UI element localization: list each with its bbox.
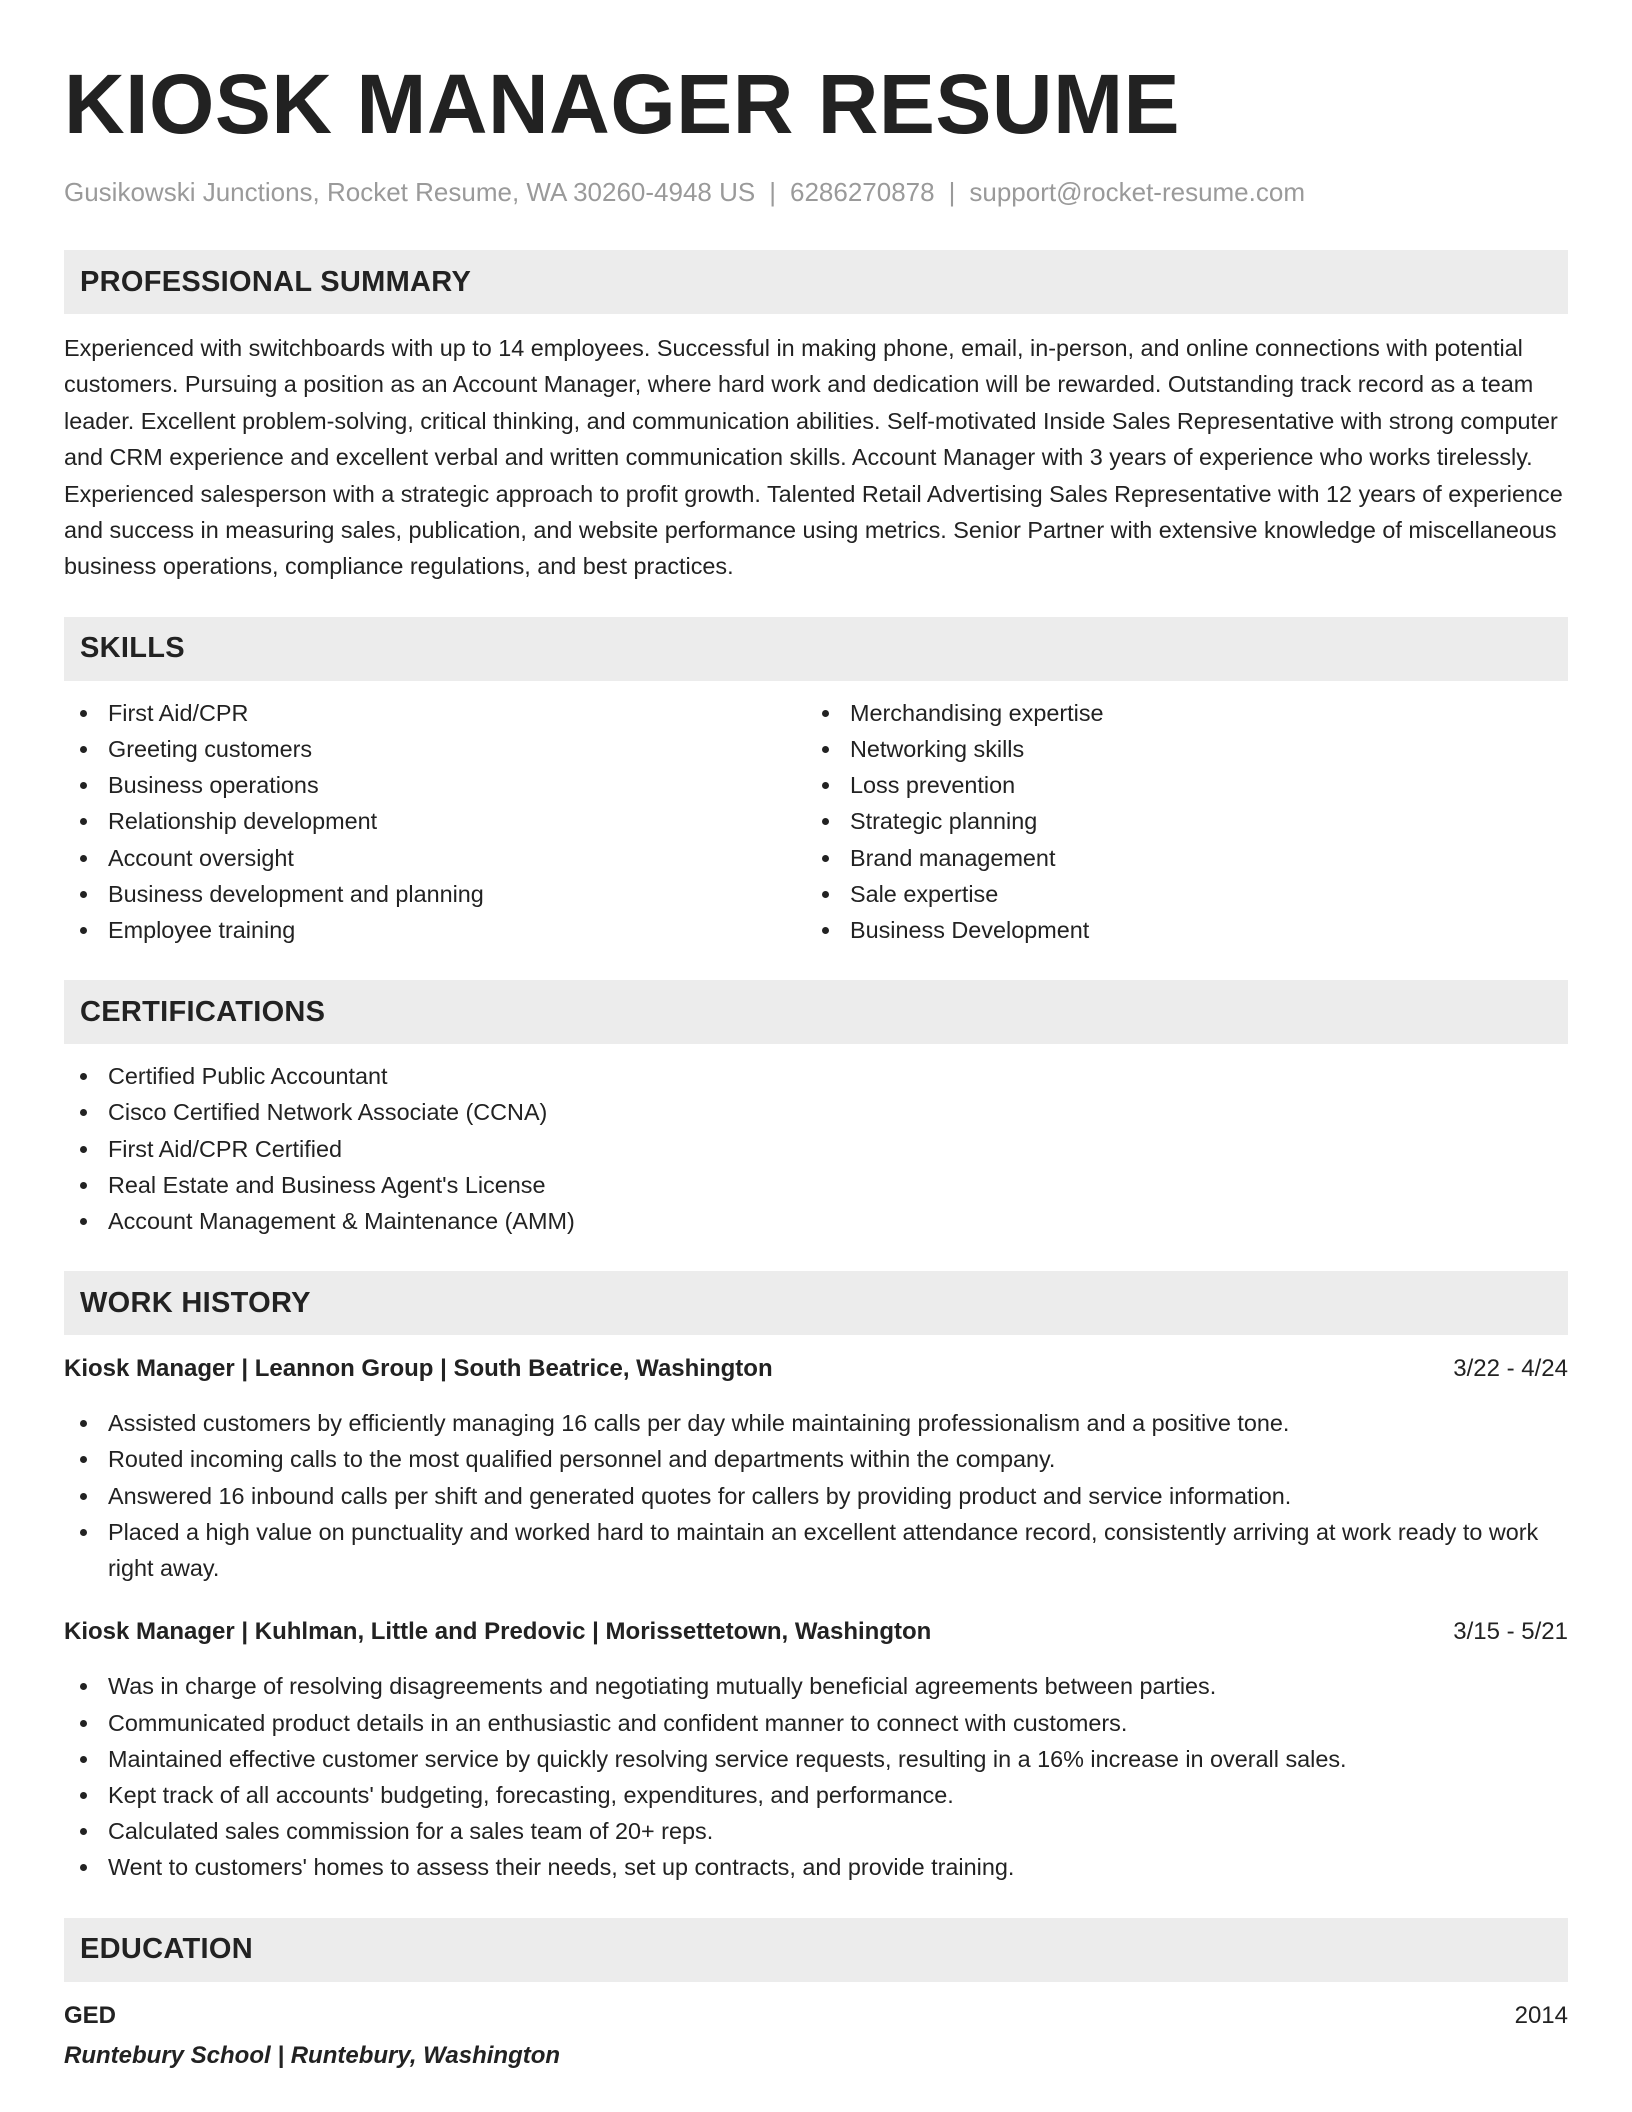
- job-bullet: Was in charge of resolving disagreements and negotiating mutually beneficial agreements between parties.: [64, 1668, 1568, 1704]
- certification-item: Real Estate and Business Agent's License: [64, 1167, 1568, 1203]
- contact-email: support@rocket-resume.com: [969, 177, 1305, 207]
- certifications-section-title: CERTIFICATIONS: [80, 995, 326, 1028]
- job-bullet: Assisted customers by efficiently managing 16 calls per day while maintaining professionalism and a positive tone.: [64, 1405, 1568, 1441]
- skill-item: Business operations: [64, 767, 806, 803]
- job-bullets: [64, 1668, 1568, 1885]
- skill-item: Merchandising expertise: [806, 695, 1548, 731]
- certification-item: Certified Public Accountant: [64, 1058, 1568, 1094]
- education-section-title: EDUCATION: [80, 1933, 253, 1966]
- certification-item: Cisco Certified Network Associate (CCNA): [64, 1094, 1568, 1130]
- contact-address: Gusikowski Junctions, Rocket Resume, WA 30260-4948 US: [64, 177, 756, 207]
- skill-item: Brand management: [806, 840, 1548, 876]
- skill-item: Relationship development: [64, 803, 806, 839]
- certifications-list: [64, 1058, 1568, 1239]
- job-bullet: Maintained effective customer service by quickly resolving service requests, resulting in a 16% increase in overall sales.: [64, 1741, 1568, 1777]
- skill-item: Loss prevention: [806, 767, 1548, 803]
- job-entry: [64, 1351, 1568, 1586]
- skill-item: Strategic planning: [806, 803, 1548, 839]
- education-year: 2014: [1514, 2001, 1568, 2029]
- summary-section-title: PROFESSIONAL SUMMARY: [80, 265, 472, 298]
- resume-page: [64, 56, 1568, 2074]
- job-heading: Kiosk Manager | Kuhlman, Little and Predovic | Morissettetown, Washington: [64, 1618, 932, 1646]
- job-header: [64, 1351, 1568, 1387]
- job-bullet: Answered 16 inbound calls per shift and generated quotes for callers by providing product and service information.: [64, 1478, 1568, 1514]
- job-dates: 3/22 - 4/24: [1453, 1355, 1568, 1383]
- job-header: [64, 1614, 1568, 1650]
- education-school: Runtebury School | Runtebury, Washington: [64, 2041, 561, 2069]
- job-dates: 3/15 - 5/21: [1453, 1618, 1568, 1646]
- skills-column-left: [64, 681, 806, 948]
- skills-section-header: [64, 617, 1568, 681]
- skills-column-right: [806, 681, 1548, 948]
- education-header: [64, 1998, 1568, 2034]
- contact-separator: |: [948, 177, 956, 207]
- skill-item: Business development and planning: [64, 876, 806, 912]
- work-section-header: [64, 1271, 1568, 1335]
- job-bullet: Calculated sales commission for a sales team of 20+ reps.: [64, 1813, 1568, 1849]
- skill-item: Employee training: [64, 912, 806, 948]
- certifications-section-header: [64, 980, 1568, 1044]
- job-bullets: [64, 1405, 1568, 1586]
- resume-title: KIOSK MANAGER RESUME: [64, 57, 1181, 151]
- job-entry: [64, 1614, 1568, 1885]
- job-bullet: Routed incoming calls to the most qualified personnel and departments within the company.: [64, 1441, 1568, 1477]
- skills-grid: [64, 681, 1568, 948]
- job-bullet: Kept track of all accounts' budgeting, forecasting, expenditures, and performance.: [64, 1777, 1568, 1813]
- work-section-title: WORK HISTORY: [80, 1286, 311, 1319]
- skills-section-title: SKILLS: [80, 632, 185, 665]
- contact-separator: |: [769, 177, 776, 207]
- skill-item: Sale expertise: [806, 876, 1548, 912]
- skill-item: Business Development: [806, 912, 1548, 948]
- contact-phone: 6286270878: [790, 177, 935, 207]
- certification-item: Account Management & Maintenance (AMM): [64, 1203, 1568, 1239]
- contact-line: [64, 174, 1568, 210]
- summary-paragraph: Experienced with switchboards with up to 14 employees. Successful in making phone, email, in-person, and online connections with potential customers. Pursuing a position as an Account Manager, where hard work and dedication will be rewarded. Outstanding track record as a team leader. Excellent problem-solving, critical thinking, and communication abilities. Self-motivated Inside Sales Representative with strong computer and CRM experience and excellent verbal and written communication skills. Account Manager with 3 years of experience who works tirelessly. Experienced salesperson with a strategic approach to profit growth. Talented Retail Advertising Sales Representative with 12 years of experience and success in measuring sales, publication, and website performance using metrics. Senior Partner with extensive knowledge of miscellaneous business operations, compliance regulations, and best practices.: [64, 335, 1563, 580]
- summary-section-header: [64, 250, 1568, 314]
- job-heading: Kiosk Manager | Leannon Group | South Beatrice, Washington: [64, 1355, 773, 1383]
- skill-item: Networking skills: [806, 731, 1548, 767]
- job-bullet: Went to customers' homes to assess their needs, set up contracts, and provide training.: [64, 1849, 1568, 1885]
- certification-item: First Aid/CPR Certified: [64, 1131, 1568, 1167]
- education-section-header: [64, 1918, 1568, 1982]
- education-degree: GED: [64, 2001, 117, 2029]
- job-bullet: Placed a high value on punctuality and worked hard to maintain an excellent attendance record, consistently arriving at work ready to work right away.: [64, 1514, 1568, 1586]
- skill-item: First Aid/CPR: [64, 695, 806, 731]
- job-bullet: Communicated product details in an enthusiastic and confident manner to connect with customers.: [64, 1705, 1568, 1741]
- skill-item: Greeting customers: [64, 731, 806, 767]
- skill-item: Account oversight: [64, 840, 806, 876]
